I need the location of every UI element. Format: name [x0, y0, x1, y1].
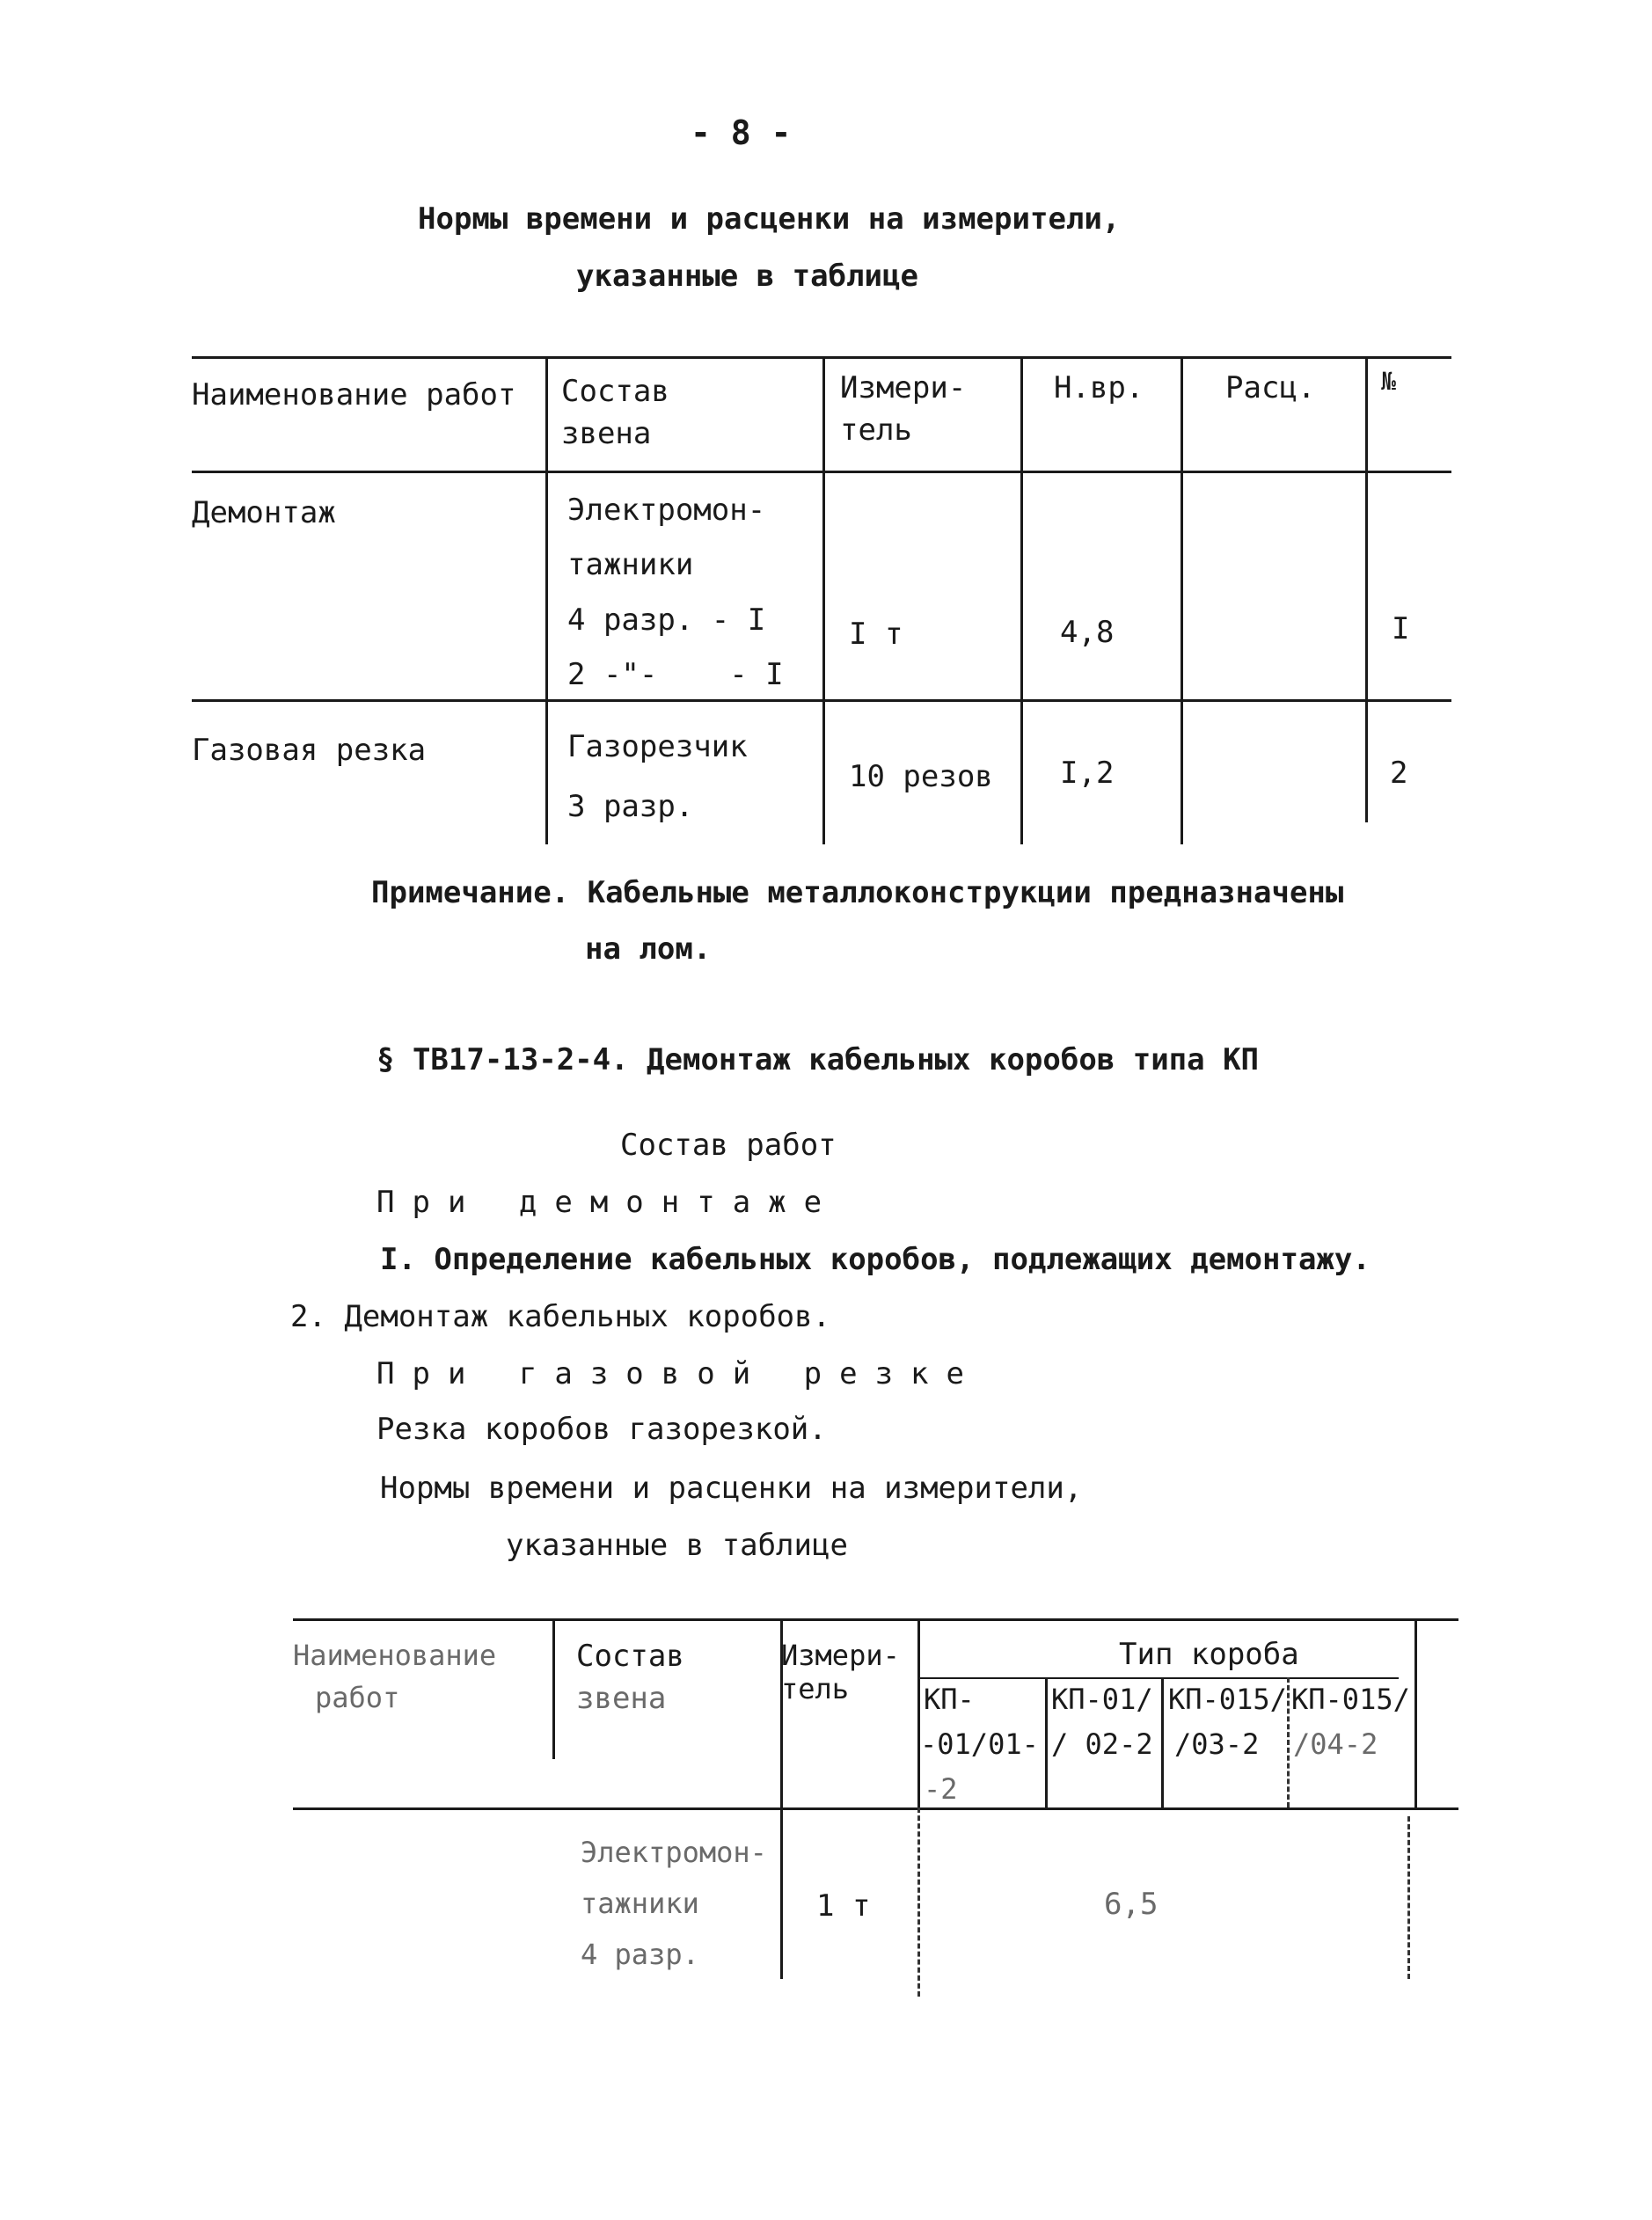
- note-line1: Примечание. Кабельные металлоконструкции предназначены: [371, 875, 1344, 910]
- table2-row-crew: тажники: [581, 1887, 699, 1920]
- box-type-col1: -2: [924, 1772, 958, 1806]
- table2-header-unit: Измери-: [781, 1639, 900, 1672]
- table1-header-crew: Состав: [561, 374, 669, 409]
- table1-header-num: №: [1381, 367, 1396, 396]
- table1-col-rule: [1365, 356, 1368, 822]
- table1-col-rule: [822, 356, 825, 844]
- norms-heading-line2: указанные в таблице: [506, 1528, 848, 1563]
- dismantling-heading: При демонтаже: [376, 1185, 840, 1220]
- box-type-col1: -01/01-: [920, 1727, 1039, 1761]
- step-1: I. Определение кабельных коробов, подлежащих демонтажу.: [380, 1242, 1371, 1277]
- box-type-col2: / 02-2: [1051, 1727, 1153, 1761]
- table2-col-rule: [1045, 1677, 1048, 1807]
- table2-header-unit: тель: [781, 1672, 850, 1705]
- table2-subheader-rule: [919, 1677, 1399, 1679]
- table1-row2-crew: 3 разр.: [567, 789, 694, 824]
- box-type-col1: КП-: [924, 1683, 975, 1716]
- table1-col-rule: [1020, 356, 1023, 844]
- table2-top-rule: [293, 1618, 1458, 1621]
- section1-heading-line2: указанные в таблице: [576, 259, 918, 294]
- work-composition-heading: Состав работ: [620, 1128, 837, 1163]
- table1-row-rule: [192, 699, 1451, 702]
- table1-col-rule: [1181, 356, 1183, 844]
- table1-header-crew: звена: [561, 416, 652, 451]
- table1-row1-crew: 4 разр. - I: [567, 602, 766, 638]
- table1-header-unit: тель: [840, 413, 912, 448]
- section2-title: § ТВ17-13-2-4. Демонтаж кабельных коробов типа КП: [376, 1042, 1260, 1077]
- box-type-col2: КП-01/: [1051, 1683, 1153, 1716]
- table2-row-value: 6,5: [1104, 1887, 1159, 1922]
- table1-header-time-norm: Н.вр.: [1054, 370, 1144, 405]
- table1-row1-num: I: [1392, 611, 1410, 646]
- step-2: 2. Демонтаж кабельных коробов.: [290, 1299, 831, 1334]
- table2-col-rule: [917, 1807, 920, 1997]
- table2-header-crew: Состав: [576, 1639, 684, 1674]
- table2-col-rule: [552, 1618, 555, 1759]
- table1-row2-name: Газовая резка: [192, 733, 427, 768]
- table2-header-rule: [293, 1807, 1458, 1810]
- table2-col-rule: [1407, 1816, 1410, 1979]
- table2-header-name: работ: [315, 1681, 400, 1714]
- table1-header-rate: Расц.: [1225, 370, 1316, 405]
- table2-col-rule: [1161, 1677, 1164, 1807]
- table1-row1-time-norm: 4,8: [1060, 615, 1115, 650]
- table2-row-unit: 1 т: [816, 1888, 871, 1924]
- table1-col-rule: [545, 356, 548, 844]
- box-type-col4: /04-2: [1293, 1727, 1378, 1761]
- table2-row-crew: Электромон-: [581, 1836, 767, 1869]
- table2-header-box-type: Тип короба: [1119, 1637, 1299, 1672]
- section1-heading-line1: Нормы времени и расценки на измерители,: [418, 201, 1121, 237]
- table1-row1-crew: Электромон-: [567, 493, 766, 528]
- table1-row1-unit: I т: [849, 617, 903, 652]
- gas-cutting-text: Резка коробов газорезкой.: [376, 1412, 827, 1447]
- table1-row2-time-norm: I,2: [1060, 756, 1115, 791]
- table1-header-unit: Измери-: [840, 370, 967, 405]
- table2-row-crew: 4 разр.: [581, 1938, 699, 1971]
- table1-row2-crew: Газорезчик: [567, 729, 748, 764]
- box-type-col3: КП-015/: [1168, 1683, 1287, 1716]
- table2-header-crew: звена: [576, 1681, 667, 1716]
- gas-cutting-heading: При газовой резке: [376, 1356, 982, 1391]
- table1-row1-name: Демонтаж: [192, 495, 336, 530]
- table1-row1-crew: тажники: [567, 547, 694, 582]
- note-line2: на лом.: [585, 931, 712, 967]
- table2-col-rule: [917, 1618, 920, 1807]
- table1-row2-num: 2: [1390, 756, 1408, 791]
- table2-header-name: Наименование: [293, 1639, 497, 1672]
- table1-row1-crew: 2 -"- - I: [567, 657, 784, 692]
- box-type-col4: КП-015/: [1291, 1683, 1410, 1716]
- norms-heading-line1: Нормы времени и расценки на измерители,: [380, 1471, 1083, 1506]
- table1-header-name: Наименование работ: [192, 377, 516, 413]
- page-number: - 8 -: [691, 113, 792, 152]
- table1-top-rule: [192, 356, 1451, 359]
- table2-col-rule: [1287, 1677, 1290, 1807]
- table1-header-rule: [192, 471, 1451, 473]
- table1-row2-unit: 10 резов: [849, 759, 993, 794]
- box-type-col3: /03-2: [1174, 1727, 1260, 1761]
- table2-col-rule: [1414, 1618, 1417, 1807]
